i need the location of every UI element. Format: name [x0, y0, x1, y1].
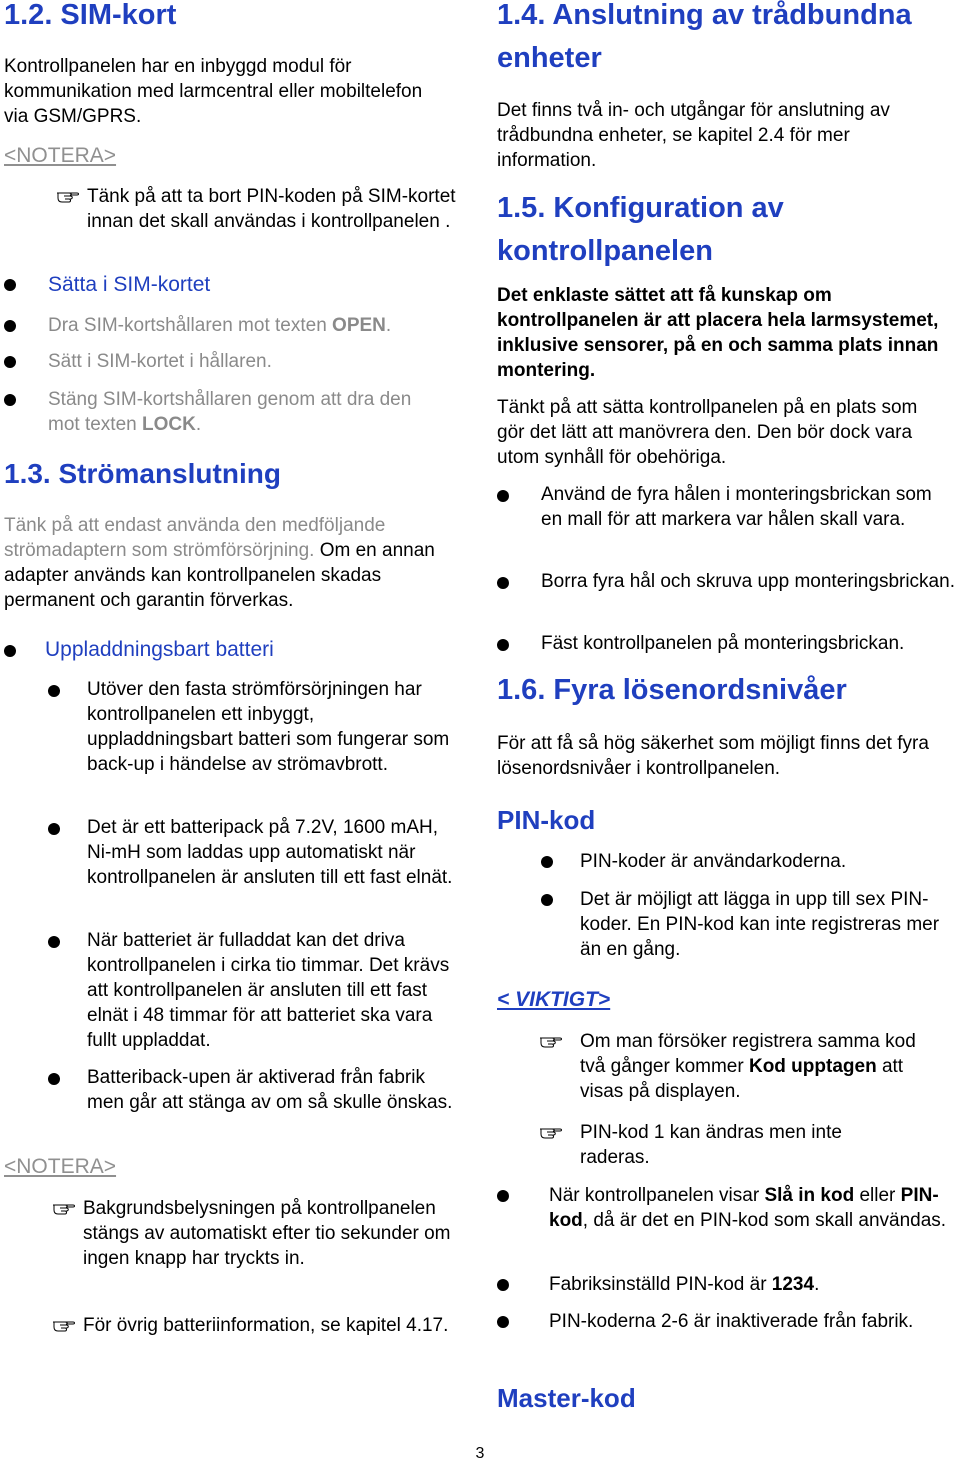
pin-item-1: PIN-koder är användarkoderna. [580, 851, 847, 872]
pin-item-5: PIN-koderna 2-6 är inaktiverade från fabrik. [549, 1311, 914, 1332]
bullet-icon [497, 1279, 509, 1291]
heading-stromanslutning: 1.3. Strömanslutning [4, 458, 281, 489]
heading-password-levels: 1.6. Fyra lösenordsnivåer [497, 674, 847, 706]
bullet-icon [4, 394, 16, 406]
bullet-icon [497, 1316, 509, 1328]
mount-step-1: Använd de fyra hålen i monteringsbrickan som en mall för att markera var hålen skall vara. [541, 484, 932, 530]
bullet-icon [48, 685, 60, 697]
wired-devices-text: Det finns två in- och utgångar för anslutning av trådbundna enheter, se kapitel 2.4 för mer information. [497, 100, 890, 171]
sim-insert-heading: Sätta i SIM-kortet [48, 273, 211, 296]
mount-step-2: Borra fyra hål och skruva upp monteringsbrickan. [541, 571, 955, 592]
bullet-icon [497, 490, 509, 502]
sim-intro-text: Kontrollpanelen har en inbyggd modul för kommunikation med larmcentral eller mobiltelefon via GSM/GPRS. [4, 56, 423, 127]
mount-step-3: Fäst kontrollpanelen på monteringsbrickan. [541, 633, 905, 654]
pin-heading: PIN-kod [497, 805, 596, 835]
bullet-icon [4, 279, 16, 291]
important-tip-1: Om man försöker registrera samma kod två gånger kommer Kod upptagen att visas på displayen. [580, 1031, 916, 1102]
pin-item-2: Det är möjligt att lägga in upp till sex PIN-koder. En PIN-kod kan inte registreras mer än en gång. [580, 889, 940, 960]
battery-item-3: När batteriet är fulladdat kan det driva kontrollpanelen i cirka tio timmar. Det krävs att kontrollpanelen är ansluten till ett fast elnät i 48 timmar för att batteriet ska vara fullt uppladdat. [87, 930, 450, 1051]
page-number: 3 [475, 1445, 485, 1462]
battery-heading: Uppladdningsbart batteri [45, 638, 274, 661]
sim-step-1: Dra SIM-kortshållaren mot texten OPEN. [48, 315, 392, 336]
battery-item-2: Det är ett batteripack på 7.2V, 1600 mAH, Ni-mH som laddas upp automatiskt när kontrollpanelen är ansluten till ett fast elnät. [87, 817, 453, 888]
pin-item-3: När kontrollpanelen visar Slå in kod eller PIN-kod, då är det en PIN-kod som skall användas. [549, 1185, 947, 1231]
bullet-icon [4, 645, 16, 657]
pointing-hand-icon [52, 1318, 76, 1332]
important-tip-2: PIN-kod 1 kan ändras men inte raderas. [580, 1122, 842, 1168]
bullet-icon [48, 936, 60, 948]
sim-step-2: Sätt i SIM-kortet i hållaren. [48, 351, 272, 372]
tip-sim-pin: Tänk på att ta bort PIN-koden på SIM-kortet innan det skall användas i kontrollpanelen . [87, 186, 456, 232]
bullet-icon [4, 320, 16, 332]
battery-item-4: Batteriback-upen är aktiverad från fabrik men går att stänga av om så skulle önskas. [87, 1067, 453, 1113]
config-text: Tänkt på att sätta kontrollpanelen på en plats som gör det lätt att manövrera den. Den bör dock vara utom synhåll för obehöriga. [497, 397, 918, 468]
heading-configuration: 1.5. Konfiguration av kontrollpanelen [497, 192, 784, 267]
heading-sim-kort: 1.2. SIM-kort [4, 0, 177, 31]
bullet-icon [497, 639, 509, 651]
bullet-icon [497, 577, 509, 589]
note-label: <NOTERA> [4, 1155, 117, 1178]
important-label: < VIKTIGT> [497, 988, 611, 1011]
bullet-icon [4, 356, 16, 368]
password-levels-text: För att få så hög säkerhet som möjligt finns det fyra lösenordsnivåer i kontrollpanelen. [497, 733, 929, 779]
tip-battery-info: För övrig batteriinformation, se kapitel 4.17. [83, 1315, 449, 1336]
pin-item-4: Fabriksinställd PIN-kod är 1234. [549, 1274, 820, 1295]
sim-step-3: Stäng SIM-kortshållaren genom att dra den mot texten LOCK. [48, 389, 412, 435]
pointing-hand-icon [56, 189, 80, 203]
note-label: <NOTERA> [4, 144, 117, 167]
bullet-icon [541, 894, 553, 906]
pointing-hand-icon [539, 1034, 563, 1048]
battery-item-1: Utöver den fasta strömförsörjningen har kontrollpanelen ett inbyggt, uppladdningsbart batteri som fungerar som back-up i händelse av strömavbrott. [87, 679, 450, 775]
tip-backlight: Bakgrundsbelysningen på kontrollpanelen stängs av automatiskt efter tio sekunder om ingen knapp har tryckts in. [83, 1198, 451, 1269]
bullet-icon [48, 1073, 60, 1085]
bullet-icon [48, 823, 60, 835]
bullet-icon [497, 1190, 509, 1202]
power-text: Tänk på att endast använda den medföljande strömadaptern som strömförsörjning. Om en annan adapter används kan kontrollpanelen skadas permanent och garantin förverkas. [4, 515, 435, 611]
pointing-hand-icon [539, 1125, 563, 1139]
pointing-hand-icon [52, 1201, 76, 1215]
master-code-heading: Master-kod [497, 1383, 636, 1413]
bullet-icon [541, 856, 553, 868]
config-bold-text: Det enklaste sättet att få kunskap om kontrollpanelen är att placera hela larmsystemet, inklusive sensorer, på en och samma plats innan montering. [497, 285, 939, 381]
heading-wired-devices: 1.4. Anslutning av trådbundna enheter [497, 0, 912, 74]
